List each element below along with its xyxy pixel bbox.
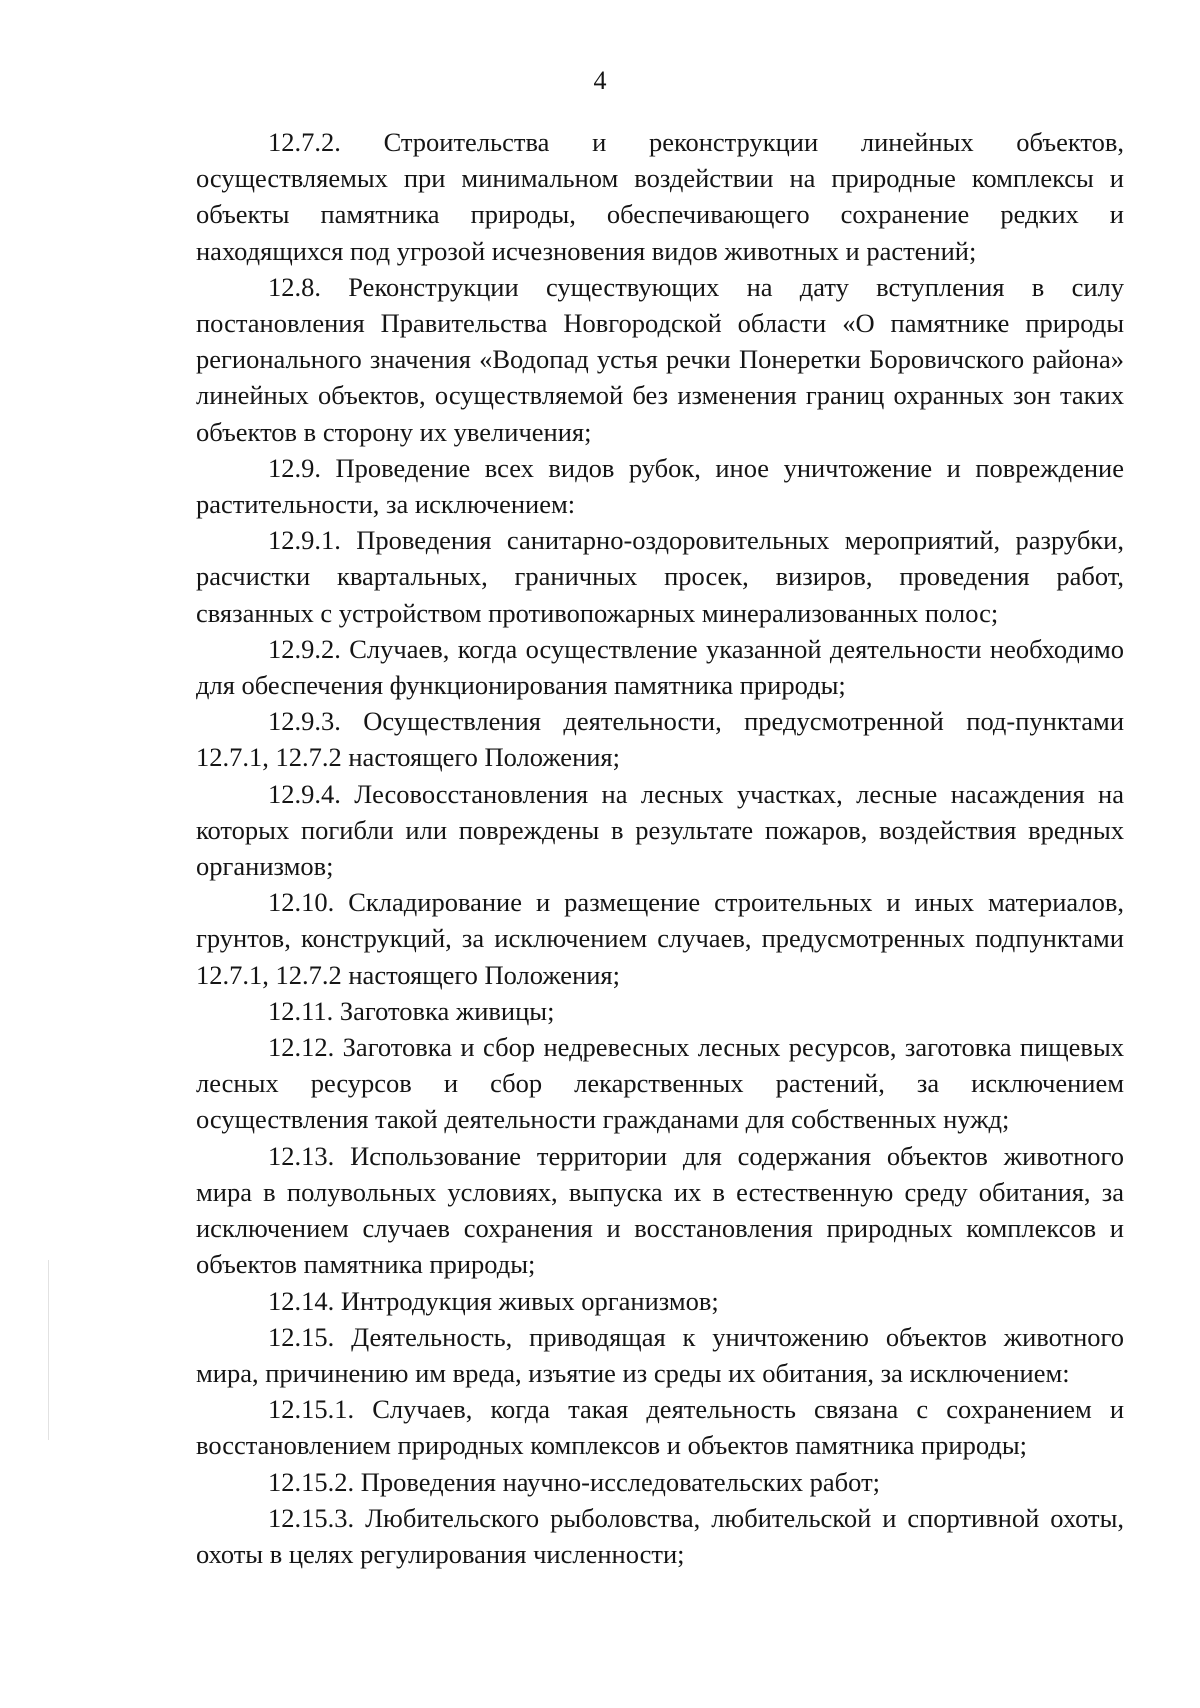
- paragraph-12-9-4: 12.9.4. Лесовосстановления на лесных участках, лесные насаждения на которых погибли или повреждены в результате пожаров, воздействия вредных организмов;: [196, 778, 1124, 882]
- paragraph-12-7-2: 12.7.2. Строительства и реконструкции линейных объектов, осуществляемых при минимальном воздействии на природные комплексы и объекты памятника природы, обеспечивающего сохранение редких и находящихся под угрозой исчезновения видов животных и растений;: [196, 127, 1124, 266]
- paragraph-12-9-2: 12.9.2. Случаев, когда осуществление указанной деятельности необходимо для обеспечения функционирования памятника природы;: [196, 633, 1124, 701]
- paragraph-12-10: 12.10. Складирование и размещение строительных и иных материалов, грунтов, конструкций, за исключением случаев, предусмотренных подпунктами 12.7.1, 12.7.2 настоящего Положения;: [196, 887, 1124, 990]
- paragraph-12-15-3: 12.15.3. Любительского рыболовства, любительской и спортивной охоты, охоты в целях регулирования численности;: [196, 1502, 1124, 1569]
- document-body: [196, 124, 1124, 1572]
- paragraph-12-9-3: 12.9.3. Осуществления деятельности, предусмотренной под-пунктами 12.7.1, 12.7.2 настоящего Положения;: [196, 706, 1124, 773]
- paragraph-12-8: 12.8. Реконструкции существующих на дату вступления в силу постановления Правительства Новгородской области «О памятнике природы регионального значения «Водопад устья речки Понеретки Боровичского района» линейных объектов, осуществляемой без изменения границ охранных зон таких объектов в сторону их увеличения;: [196, 271, 1124, 447]
- paragraph-12-13: 12.13. Использование территории для содержания объектов животного мира в полувольных условиях, выпуска их в естественную среду обитания, за исключением случаев сохранения и восстановления природных комплексов и объектов памятника природы;: [196, 1140, 1124, 1280]
- scan-edge-mark: [48, 1260, 49, 1440]
- paragraph-12-11: 12.11. Заготовка живицы;: [268, 995, 555, 1026]
- paragraph-12-15-2: 12.15.2. Проведения научно-исследовательских работ;: [268, 1466, 881, 1497]
- paragraph-12-14: 12.14. Интродукция живых организмов;: [268, 1285, 719, 1316]
- paragraph-12-9: 12.9. Проведение всех видов рубок, иное уничтожение и повреждение растительности, за исключением:: [196, 452, 1124, 520]
- paragraph-12-15: 12.15. Деятельность, приводящая к уничтожению объектов животного мира, причинению им вреда, изъятие из среды их обитания, за исключением:: [196, 1321, 1124, 1388]
- paragraph-12-9-1: 12.9.1. Проведения санитарно-оздоровительных мероприятий, разрубки, расчистки квартальных, граничных просек, визиров, проведения работ, связанных с устройством противопожарных минерализованных полос;: [196, 525, 1124, 628]
- paragraph-12-15-1: 12.15.1. Случаев, когда такая деятельность связана с сохранением и восстановлением природных комплексов и объектов памятника природы;: [196, 1394, 1124, 1461]
- page-number: 4: [593, 66, 607, 95]
- paragraph-12-12: 12.12. Заготовка и сбор недревесных лесных ресурсов, заготовка пищевых лесных ресурсов и сбор лекарственных растений, за исключением осуществления такой деятельности гражданами для собственных нужд;: [196, 1032, 1124, 1135]
